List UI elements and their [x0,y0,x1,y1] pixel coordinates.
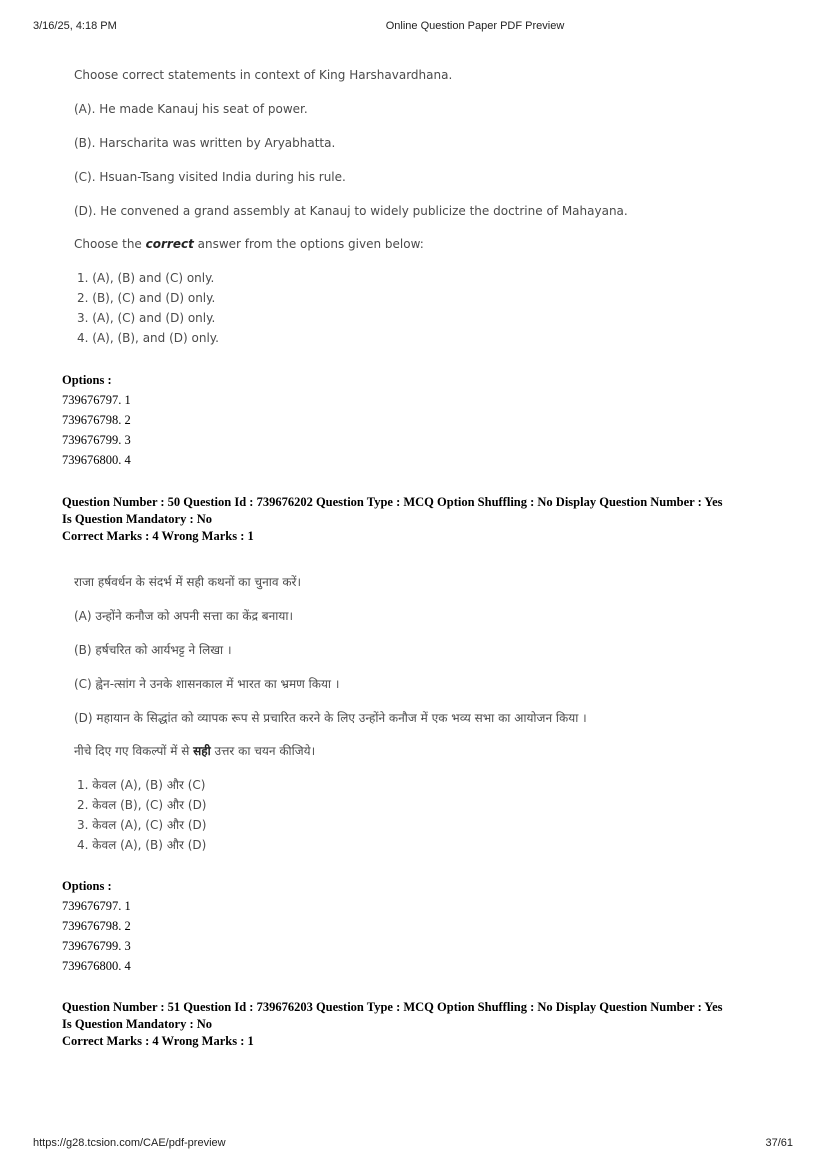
statement-b: (B) हर्षचरित को आर्यभट्ट ने लिखा । [74,643,232,657]
print-url[interactable]: https://g28.tcsion.com/CAE/pdf-preview [33,1137,226,1149]
options-block-2 [62,876,131,976]
question-stem: राजा हर्षवर्धन के संदर्भ में सही कथनों का चुनाव करें। [74,575,301,589]
choice-4: 4. (A), (B), and (D) only. [77,331,219,345]
question-50-meta [62,494,782,545]
print-datetime: 3/16/25, 4:18 PM [33,20,117,32]
choice-2: 2. केवल (B), (C) और (D) [77,798,207,812]
print-title: Online Question Paper PDF Preview [385,20,565,32]
question-meta-line3: Correct Marks : 4 Wrong Marks : 1 [62,1034,254,1048]
option-id-2: 739676798. 2 [62,919,131,933]
statement-d: (D) महायान के सिद्धांत को व्यापक रूप से प्रचारित करने के लिए उन्होंने कनौज में एक भव्य सभा का आयोजन किया । [74,711,587,725]
question-meta-line1: Question Number : 50 Question Id : 739676202 Question Type : MCQ Option Shuffling : No Display Question Number : Yes [62,495,723,509]
option-id-3: 739676799. 3 [62,433,131,447]
question-meta-line1: Question Number : 51 Question Id : 739676203 Question Type : MCQ Option Shuffling : No Display Question Number : Yes [62,1000,723,1014]
emphasis-correct: सही [193,744,211,758]
option-id-2: 739676798. 2 [62,413,131,427]
page-number: 37/61 [765,1137,793,1149]
answer-instruction: नीचे दिए गए विकल्पों में से सही उत्तर का चयन कीजिये। [74,744,316,758]
question-meta-line2: Is Question Mandatory : No [62,1017,213,1031]
option-id-4: 739676800. 4 [62,453,131,467]
statement-a: (A). He made Kanauj his seat of power. [74,102,308,116]
statement-c: (C) ह्वेन-त्सांग ने उनके शासनकाल में भारत का भ्रमण किया । [74,677,340,691]
option-id-1: 739676797. 1 [62,393,131,407]
answer-instruction: Choose the correct answer from the options given below: [74,237,424,251]
emphasis-correct: correct [145,237,194,251]
choice-2: 2. (B), (C) and (D) only. [77,291,216,305]
statement-b: (B). Harscharita was written by Aryabhatta. [74,136,336,150]
choice-3: 3. केवल (A), (C) और (D) [77,818,207,832]
option-id-1: 739676797. 1 [62,899,131,913]
choice-4: 4. केवल (A), (B) और (D) [77,838,207,852]
statement-a: (A) उन्होंने कनौज को अपनी सत्ता का केंद्र बनाया। [74,609,294,623]
option-id-3: 739676799. 3 [62,939,131,953]
option-id-4: 739676800. 4 [62,959,131,973]
print-header [0,20,826,34]
question-51-meta [62,999,782,1050]
print-footer [0,1137,826,1151]
statement-c: (C). Hsuan-Tsang visited India during his rule. [74,170,346,184]
choice-1: 1. केवल (A), (B) और (C) [77,778,206,792]
options-block-1 [62,370,131,470]
question-stem: Choose correct statements in context of King Harshavardhana. [74,68,453,82]
choice-3: 3. (A), (C) and (D) only. [77,311,216,325]
options-heading: Options : [62,879,112,893]
choice-1: 1. (A), (B) and (C) only. [77,271,215,285]
question-meta-line2: Is Question Mandatory : No [62,512,213,526]
statement-d: (D). He convened a grand assembly at Kanauj to widely publicize the doctrine of Mahayana. [74,204,628,218]
question-meta-line3: Correct Marks : 4 Wrong Marks : 1 [62,529,254,543]
options-heading: Options : [62,373,112,387]
